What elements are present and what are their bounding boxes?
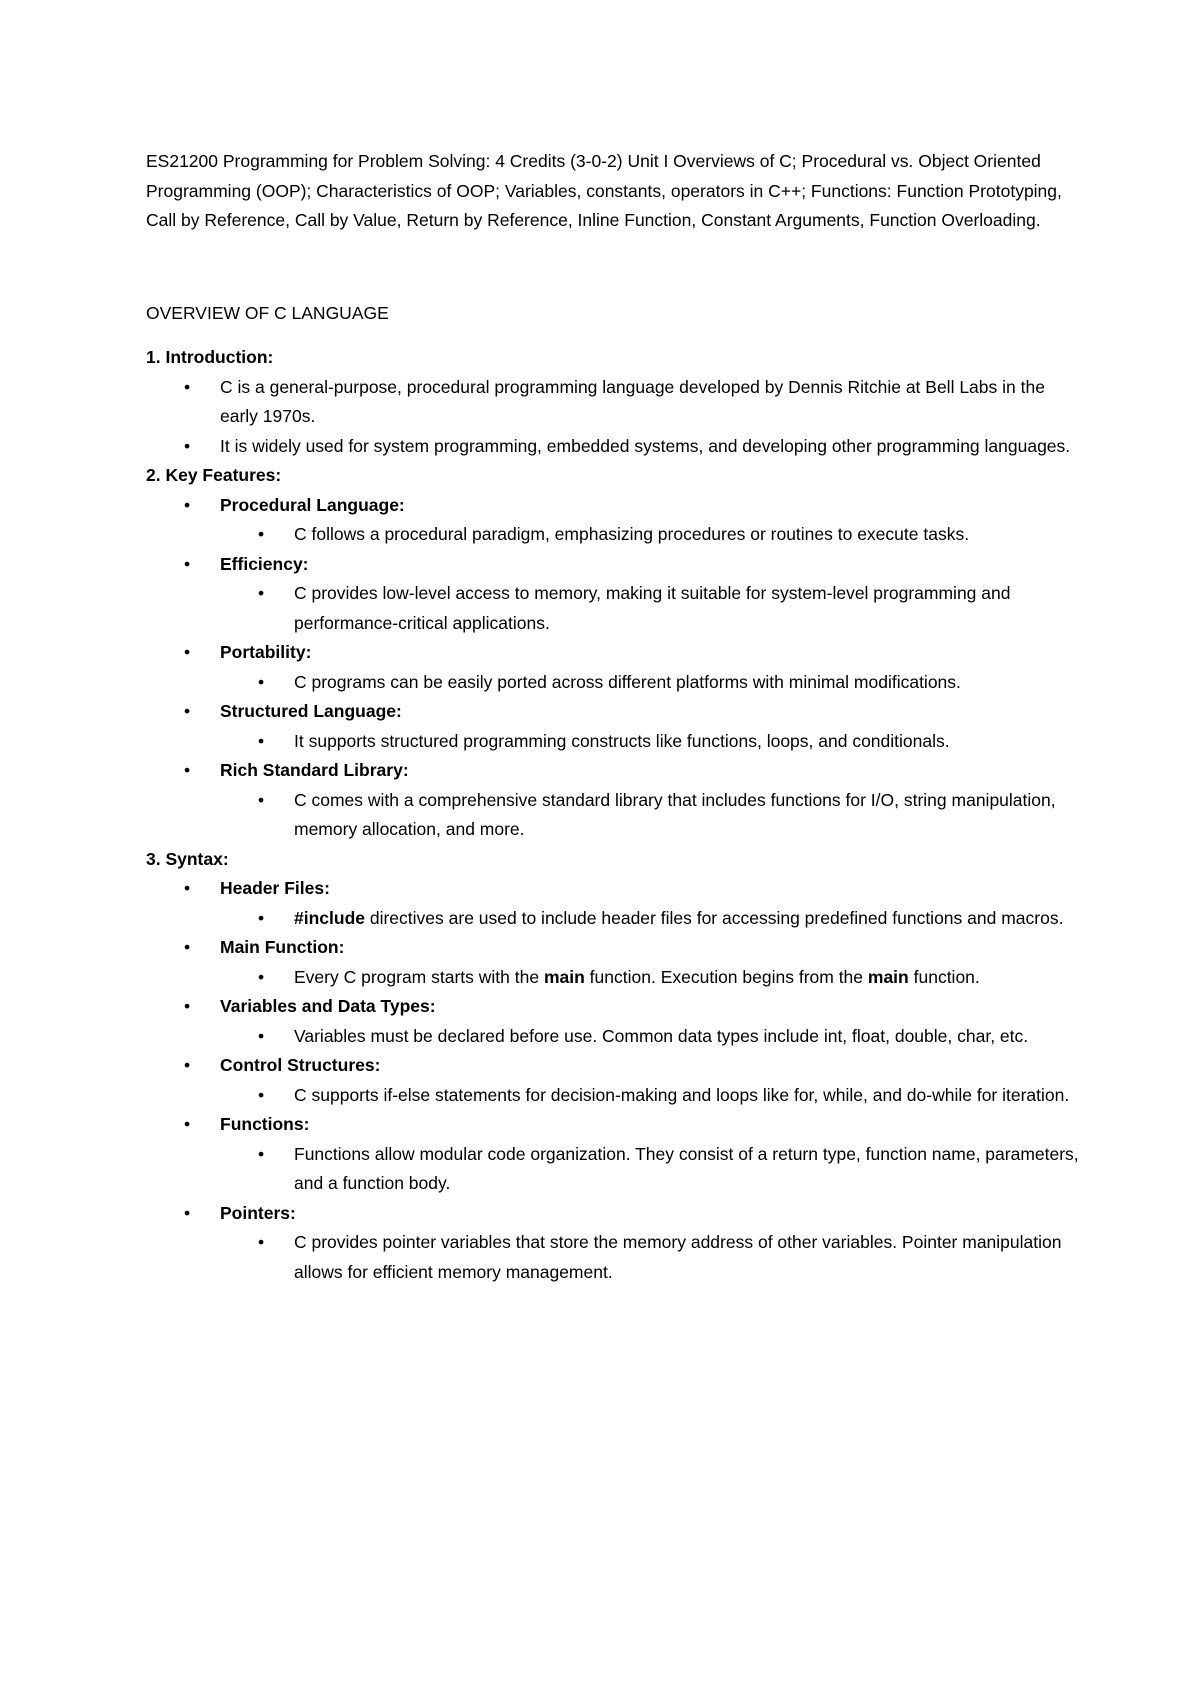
- syntax-label: Header Files:: [220, 878, 330, 898]
- bullet-icon: •: [258, 1232, 265, 1252]
- feature-label: Procedural Language:: [220, 494, 405, 515]
- bullet-icon: •: [184, 937, 191, 957]
- list-item: [220, 786, 1086, 845]
- syntax-label: Functions:: [220, 1114, 310, 1134]
- bullet-icon: •: [184, 878, 191, 898]
- bullet-icon: •: [184, 760, 191, 780]
- syntax-detail-list: [220, 1022, 1086, 1052]
- list-item: [220, 727, 1086, 757]
- heading-introduction: 1. Introduction:: [146, 347, 274, 367]
- list-item: [146, 373, 1086, 432]
- bullet-icon: •: [184, 642, 191, 662]
- list-item: [220, 1081, 1086, 1111]
- feature-detail-list: [220, 786, 1086, 845]
- syntax-detail-list: [220, 904, 1086, 934]
- introduction-list: [146, 373, 1086, 462]
- feature-detail-list: [220, 668, 1086, 698]
- bullet-icon: •: [184, 701, 191, 721]
- bullet-icon: •: [184, 1055, 191, 1075]
- feature-item: [146, 697, 1086, 756]
- syntax-label: Pointers:: [220, 1202, 296, 1223]
- syntax-detail: function.: [908, 966, 980, 987]
- feature-detail: C provides low-level access to memory, making it suitable for system-level programming and performance-critical applications.: [294, 583, 1011, 633]
- syntax-detail-list: [220, 1140, 1086, 1199]
- bullet-icon: •: [184, 553, 191, 574]
- bullet-icon: •: [184, 996, 191, 1016]
- feature-item: [146, 491, 1086, 550]
- bullet-icon: •: [184, 1114, 191, 1134]
- feature-detail-list: [220, 520, 1086, 550]
- feature-item: [146, 638, 1086, 697]
- feature-label: Efficiency:: [220, 553, 309, 574]
- syntax-list: [146, 874, 1086, 1287]
- syntax-item: [146, 933, 1086, 992]
- syntax-detail-list: [220, 1228, 1086, 1287]
- feature-item: [146, 550, 1086, 639]
- feature-item: [146, 756, 1086, 845]
- syntax-label: Variables and Data Types:: [220, 996, 436, 1016]
- syntax-detail: C provides pointer variables that store the memory address of other variables. Pointer manipulation allows for efficient memory management.: [294, 1232, 1062, 1282]
- list-item: [220, 668, 1086, 698]
- bullet-icon: •: [258, 524, 265, 544]
- list-item: [220, 1022, 1086, 1052]
- bullet-icon: •: [258, 1084, 265, 1105]
- feature-detail-list: [220, 579, 1086, 638]
- feature-label: Structured Language:: [220, 701, 402, 721]
- bullet-icon: •: [258, 671, 265, 692]
- course-description: ES21200 Programming for Problem Solving: 4 Credits (3-0-2) Unit I Overviews of C; Procedural vs. Object Oriented Programming (OOP); Characteristics of OOP; Variables, constants, operators in C++; Functions: Function Prototyping, Call by Reference, Call by Value, Return by Reference, Inline Function, Constant Arguments, Function Overloading.: [146, 151, 1062, 230]
- bullet-icon: •: [258, 966, 265, 987]
- list-item: [220, 579, 1086, 638]
- list-item: [146, 432, 1086, 462]
- list-item: [220, 1140, 1086, 1199]
- main-keyword: main: [867, 966, 909, 987]
- syntax-item: [146, 1051, 1086, 1110]
- bullet-icon: •: [258, 789, 265, 810]
- syntax-label: Main Function:: [220, 937, 345, 957]
- bullet-icon: •: [258, 1025, 265, 1046]
- bullet-icon: •: [184, 376, 191, 397]
- syntax-detail-list: [220, 963, 1086, 993]
- syntax-detail: C supports if-else statements for decision-making and loops like for, while, and do-while for iteration.: [294, 1084, 1070, 1105]
- bullet-icon: •: [184, 494, 191, 515]
- syntax-item: [146, 992, 1086, 1051]
- bullet-icon: •: [258, 583, 265, 603]
- document-body: [146, 147, 1086, 1287]
- list-item-text: C is a general-purpose, procedural programming language developed by Dennis Ritchie at Bell Labs in the early 1970s.: [220, 376, 1045, 426]
- heading-syntax: 3. Syntax:: [146, 848, 229, 869]
- heading-key-features: 2. Key Features:: [146, 465, 282, 485]
- syntax-detail: Functions allow modular code organization. They consist of a return type, function name, parameters, and a function body.: [294, 1143, 1079, 1193]
- include-keyword: #include: [294, 907, 365, 928]
- bullet-icon: •: [258, 907, 265, 928]
- feature-detail: C programs can be easily ported across different platforms with minimal modifications.: [294, 671, 961, 692]
- feature-detail: It supports structured programming constructs like functions, loops, and conditionals.: [294, 730, 950, 751]
- feature-detail: C follows a procedural paradigm, emphasizing procedures or routines to execute tasks.: [294, 524, 970, 544]
- list-item: [220, 1228, 1086, 1287]
- syntax-detail-list: [220, 1081, 1086, 1111]
- syntax-detail: directives are used to include header files for accessing predefined functions and macros.: [365, 907, 1064, 928]
- main-keyword: main: [543, 966, 585, 987]
- feature-label: Rich Standard Library:: [220, 760, 409, 780]
- feature-label: Portability:: [220, 642, 312, 662]
- syntax-item: [146, 874, 1086, 933]
- list-item-text: It is widely used for system programming, embedded systems, and developing other programming languages.: [220, 435, 1071, 456]
- syntax-detail: Variables must be declared before use. Common data types include int, float, double, char, etc.: [294, 1025, 1029, 1046]
- syntax-detail: function. Execution begins from the: [584, 966, 868, 987]
- feature-detail-list: [220, 727, 1086, 757]
- syntax-detail: Every C program starts with the: [294, 966, 544, 987]
- syntax-item: [146, 1110, 1086, 1199]
- features-list: [146, 491, 1086, 845]
- section-title: OVERVIEW OF C LANGUAGE: [146, 302, 389, 323]
- feature-detail: C comes with a comprehensive standard library that includes functions for I/O, string manipulation, memory allocation, and more.: [294, 789, 1056, 839]
- bullet-icon: •: [258, 1143, 265, 1164]
- list-item: [220, 904, 1086, 934]
- bullet-icon: •: [184, 435, 191, 456]
- bullet-icon: •: [184, 1202, 191, 1223]
- bullet-icon: •: [258, 730, 265, 751]
- syntax-item: [146, 1199, 1086, 1288]
- syntax-label: Control Structures:: [220, 1055, 381, 1075]
- list-item: [220, 963, 1086, 993]
- list-item: [220, 520, 1086, 550]
